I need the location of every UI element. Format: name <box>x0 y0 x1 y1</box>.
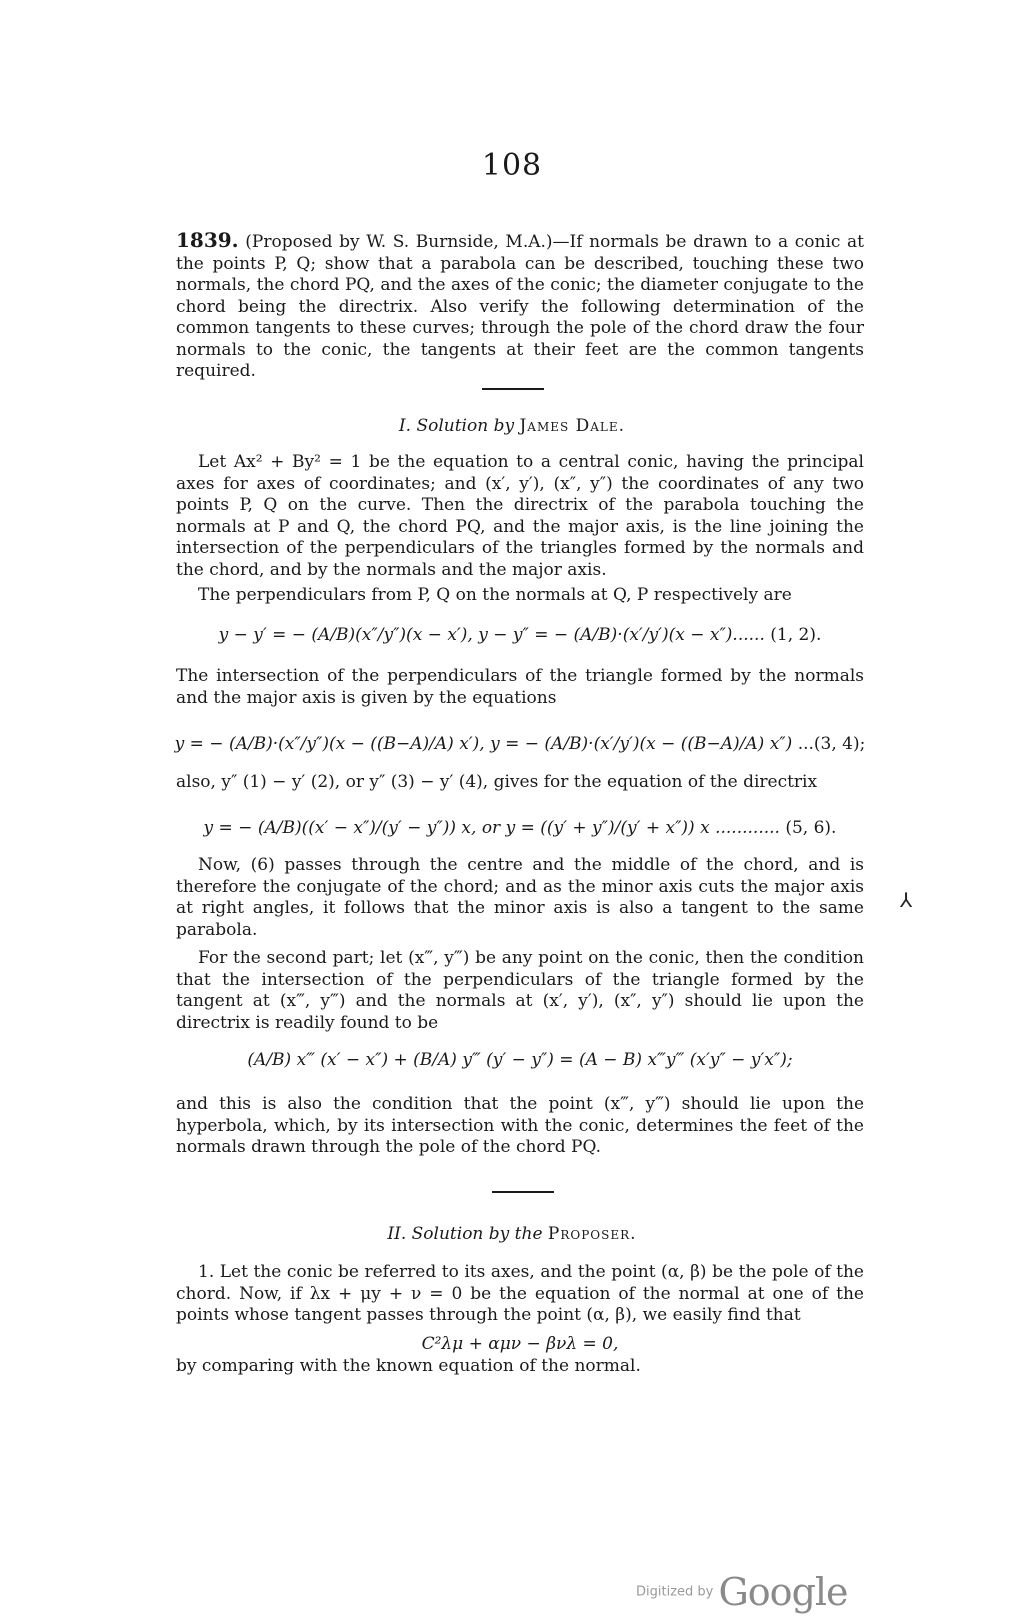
solution-1-paragraph-2: The perpendiculars from P, Q on the normals at Q, P respectively are <box>198 585 792 605</box>
solution-1-paragraph-3: The intersection of the perpendiculars of the triangle formed by the normals and the major axis is given by the equations <box>176 666 864 708</box>
problem-statement <box>176 230 864 383</box>
section-divider <box>482 388 544 390</box>
equation-1-2-tag: (1, 2). <box>770 625 822 645</box>
solution-2-equation: C²λμ + αμν − βνλ = 0, <box>421 1334 619 1354</box>
equation-3-4-tag: ...(3, 4); <box>797 734 866 754</box>
equation-5-6-body: y = − (A/B)((x′ − x″)/(y′ − y″)) x, or y = ((y′ + y″)/(y′ + x″)) x ............ <box>203 818 780 838</box>
equation-5-6 <box>176 818 864 838</box>
equation-3-4 <box>150 734 890 754</box>
solution-1-heading <box>0 416 1024 436</box>
margin-ink-mark: ⅄ <box>900 888 913 912</box>
page-number: 108 <box>481 148 543 183</box>
solution-1-paragraph-7: and this is also the condition that the point (x‴, y‴) should lie upon the hyperbola, which, by its intersection with the conic, determines the feet of the normals drawn through the pole of the chord PQ. <box>176 1094 864 1157</box>
google-logo: Google <box>718 1570 848 1614</box>
solution-2-heading <box>0 1224 1024 1244</box>
solution-2-paragraph-2: by comparing with the known equation of the normal. <box>176 1356 641 1376</box>
equation-1-2 <box>176 625 864 645</box>
solution-1-heading-label: I. Solution by <box>398 416 515 436</box>
solution-1-author: James Dale. <box>519 416 626 436</box>
problem-number: 1839. <box>176 228 239 252</box>
equation-condition: (A/B) x‴ (x′ − x″) + (B/A) y‴ (y′ − y″) = (A − B) x‴y‴ (x′y″ − y′x″); <box>247 1050 793 1070</box>
equation-3-4-body: y = − (A/B)·(x″/y″)(x − ((B−A)/A) x′), y = − (A/B)·(x′/y′)(x − ((B−A)/A) x″) <box>174 734 793 754</box>
solution-2-author: Proposer. <box>547 1224 637 1244</box>
digitized-label: Digitized by <box>636 1584 714 1600</box>
equation-1-2-body: y − y′ = − (A/B)(x″/y″)(x − x′), y − y″ = − (A/B)·(x′/y′)(x − x″)...... <box>218 625 765 645</box>
solution-2-paragraph-1: 1. Let the conic be referred to its axes, and the point (α, β) be the pole of the chord. Now, if λx + μy + ν = 0 be the equation of the normal at one of the points whose tangent passes through the point (α, β), we easily find that <box>176 1262 864 1325</box>
solution-1-paragraph-1: Let Ax² + By² = 1 be the equation to a central conic, having the principal axes for axes of coordinates; and (x′, y′), (x″, y″) the coordinates of any two points P, Q on the curve. Then the directrix of the parabola touching the normals at P and Q, the chord PQ, and the major axis, is the line joining the intersection of the perpendiculars of the triangles formed by the normals and the chord, and by the normals and the major axis. <box>176 452 864 580</box>
solution-1-paragraph-6: For the second part; let (x‴, y‴) be any point on the conic, then the condition that the intersection of the perpendiculars of the triangle formed by the tangent at (x‴, y‴) and the normals at (x′, y′), (x″, y″) should lie upon the directrix is readily found to be <box>176 948 864 1033</box>
solution-1-paragraph-4: also, y″ (1) − y′ (2), or y″ (3) − y′ (4), gives for the equation of the directrix <box>176 772 818 792</box>
digitized-watermark <box>636 1570 848 1614</box>
section-divider-2 <box>492 1191 554 1193</box>
problem-text: (Proposed by W. S. Burnside, M.A.)—If normals be drawn to a conic at the points P, Q; show that a parabola can be described, touching these two normals, the chord PQ, and the axes of the conic; the diameter conjugate to the chord being the directrix. Also verify the following determination of the common tangents to these curves; through the pole of the chord draw the four normals to the conic, the tangents at their feet are the common tangents required. <box>176 232 865 381</box>
solution-1-paragraph-5: Now, (6) passes through the centre and the middle of the chord, and is therefore the conjugate of the chord; and as the minor axis cuts the major axis at right angles, it follows that the minor axis is also a tangent to the same parabola. <box>176 855 864 940</box>
solution-2-heading-label: II. Solution by the <box>387 1224 543 1244</box>
equation-5-6-tag: (5, 6). <box>785 818 837 838</box>
